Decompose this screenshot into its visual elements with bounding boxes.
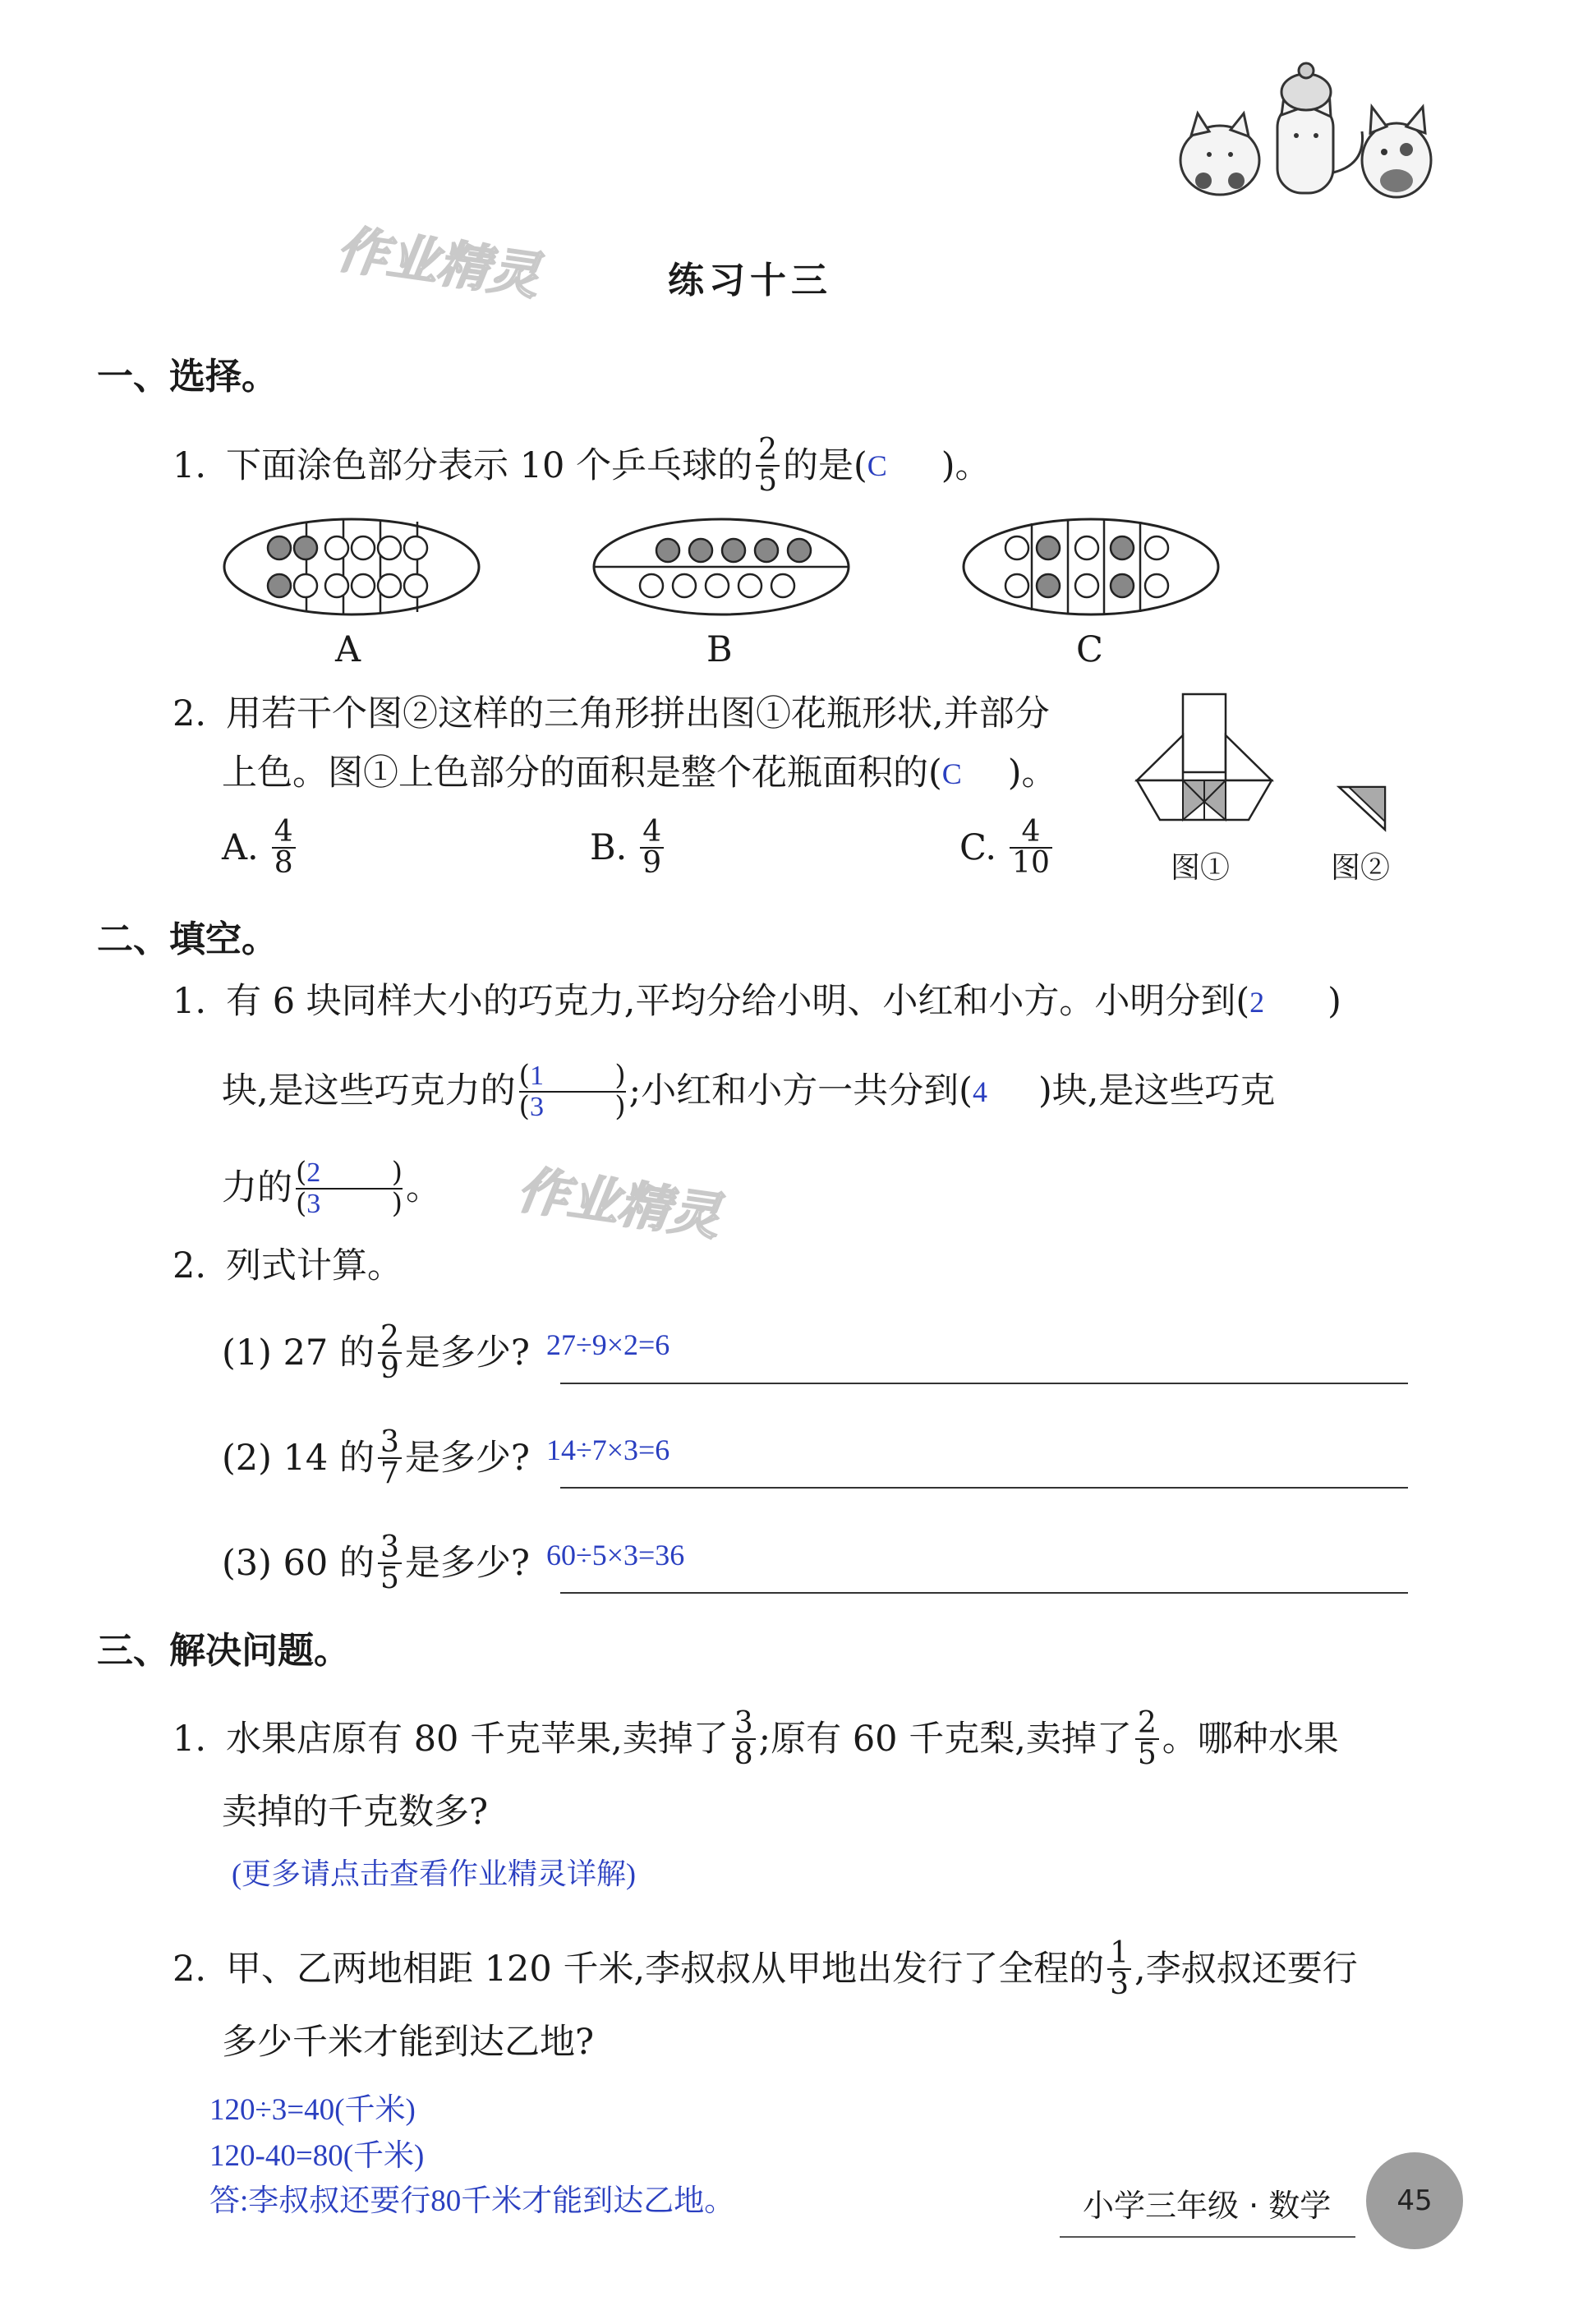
- answer-line: [560, 1592, 1408, 1594]
- question-1-2: 2. 用若干个图②这样的三角形拼出图①花瓶形状,并部分: [173, 693, 1050, 734]
- footer-line: [1060, 2236, 1355, 2238]
- watermark: 作业精灵: [513, 1159, 725, 1247]
- question-2-1: 1. 有 6 块同样大小的巧克力,平均分给小明、小红和小方。小明分到( 2 ): [173, 981, 1341, 1022]
- question-3-1-line2: 卖掉的千克数多?: [222, 1792, 489, 1833]
- option-label: B: [706, 629, 733, 670]
- question-1-2-line2: 上色。图①上色部分的面积是整个花瓶面积的( C )。: [222, 752, 1057, 794]
- figure-label: 图②: [1331, 851, 1391, 885]
- answer-text: 2: [1249, 985, 1265, 1019]
- page-title: 练习十三: [668, 260, 832, 301]
- question-3-2-line2: 多少千米才能到达乙地?: [222, 2022, 595, 2063]
- answer-text: 4: [972, 1075, 987, 1108]
- answer-text: C: [867, 449, 887, 482]
- answer-line-3: 答:李叔叔还要行80千米才能到达乙地。: [209, 2184, 735, 2218]
- cats-illustration: [1175, 58, 1470, 205]
- answer-text: 14÷7×3=6: [545, 1434, 670, 1466]
- question-2-1-line2: 块,是这些巧克力的 (1 ) (3 ) ;小红和小方一共分到( 4 )块,是这些巧克: [222, 1059, 1276, 1123]
- question-1-1: 1. 下面涂色部分表示 10 个乒乓球的 $\frac{2}{5}$ 的是( C )。: [173, 433, 991, 498]
- answer-text: C: [941, 757, 962, 790]
- option-c-figure: [959, 513, 1222, 620]
- answer-text: 27÷9×2=6: [545, 1328, 670, 1361]
- option-a-figure: [220, 513, 483, 620]
- section-heading: 二、填空。: [97, 918, 278, 960]
- question-number: 1.: [173, 444, 207, 486]
- footer-text: 小学三年级 · 数学: [1083, 2188, 1332, 2224]
- question-2-1-line3: 力的 (2 ) (3 ) 。: [222, 1156, 441, 1220]
- option-c: C. $\frac{4}{10}$: [959, 817, 1056, 878]
- option-label: A: [335, 629, 361, 670]
- calc-item-1: (1) 27 的 $\frac{2}{9}$ 是多少? 27÷9×2=6: [222, 1320, 670, 1385]
- option-a: A. $\frac{4}{8}$: [222, 817, 299, 878]
- question-3-1: 1. 水果店原有 80 千克苹果,卖掉了 $\frac{3}{8}$ ;原有 60 千克梨,卖掉了 $\frac{2}{5}$ 。哪种水果: [173, 1706, 1339, 1771]
- calc-item-3: (3) 60 的 $\frac{3}{5}$ 是多少? 60÷5×3=36: [222, 1530, 685, 1595]
- answer-fraction: (2 ) (3 ): [296, 1156, 403, 1220]
- option-label: C: [1076, 629, 1103, 670]
- option-b-figure: [590, 513, 853, 620]
- question-2-2: 2. 列式计算。: [173, 1245, 403, 1286]
- section-heading: 三、解决问题。: [97, 1630, 350, 1672]
- option-b: B. $\frac{4}{9}$: [590, 817, 667, 878]
- section-heading: 一、选择。: [97, 356, 278, 398]
- watermark: 作业精灵: [333, 219, 544, 306]
- question-text: 用若干个图②这样的三角形拼出图①花瓶形状,并部分: [226, 693, 1050, 734]
- question-text: 下面涂色部分表示 10 个乒乓球的: [226, 444, 753, 486]
- vase-figure: [1134, 690, 1396, 854]
- figure-label: 图①: [1171, 851, 1231, 885]
- hint-link[interactable]: (更多请点击查看作业精灵详解): [232, 1857, 636, 1890]
- page-number-badge: [1366, 2152, 1463, 2249]
- answer-line: [560, 1487, 1408, 1489]
- fraction: $\frac{2}{5}$: [756, 435, 780, 496]
- answer-fraction: (1 ) (3 ): [518, 1059, 626, 1123]
- answer-line: [560, 1383, 1408, 1384]
- answer-line-1: 120÷3=40(千米): [209, 2093, 416, 2127]
- page-number: 45: [1396, 2184, 1433, 2217]
- calc-item-2: (2) 14 的 $\frac{3}{7}$ 是多少? 14÷7×3=6: [222, 1425, 670, 1490]
- answer-line-2: 120-40=80(千米): [209, 2139, 425, 2173]
- answer-text: 60÷5×3=36: [545, 1539, 685, 1572]
- question-3-2: 2. 甲、乙两地相距 120 千米,李叔叔从甲地出发行了全程的 $\frac{1}{3}$ ,李叔叔还要行: [173, 1936, 1358, 2001]
